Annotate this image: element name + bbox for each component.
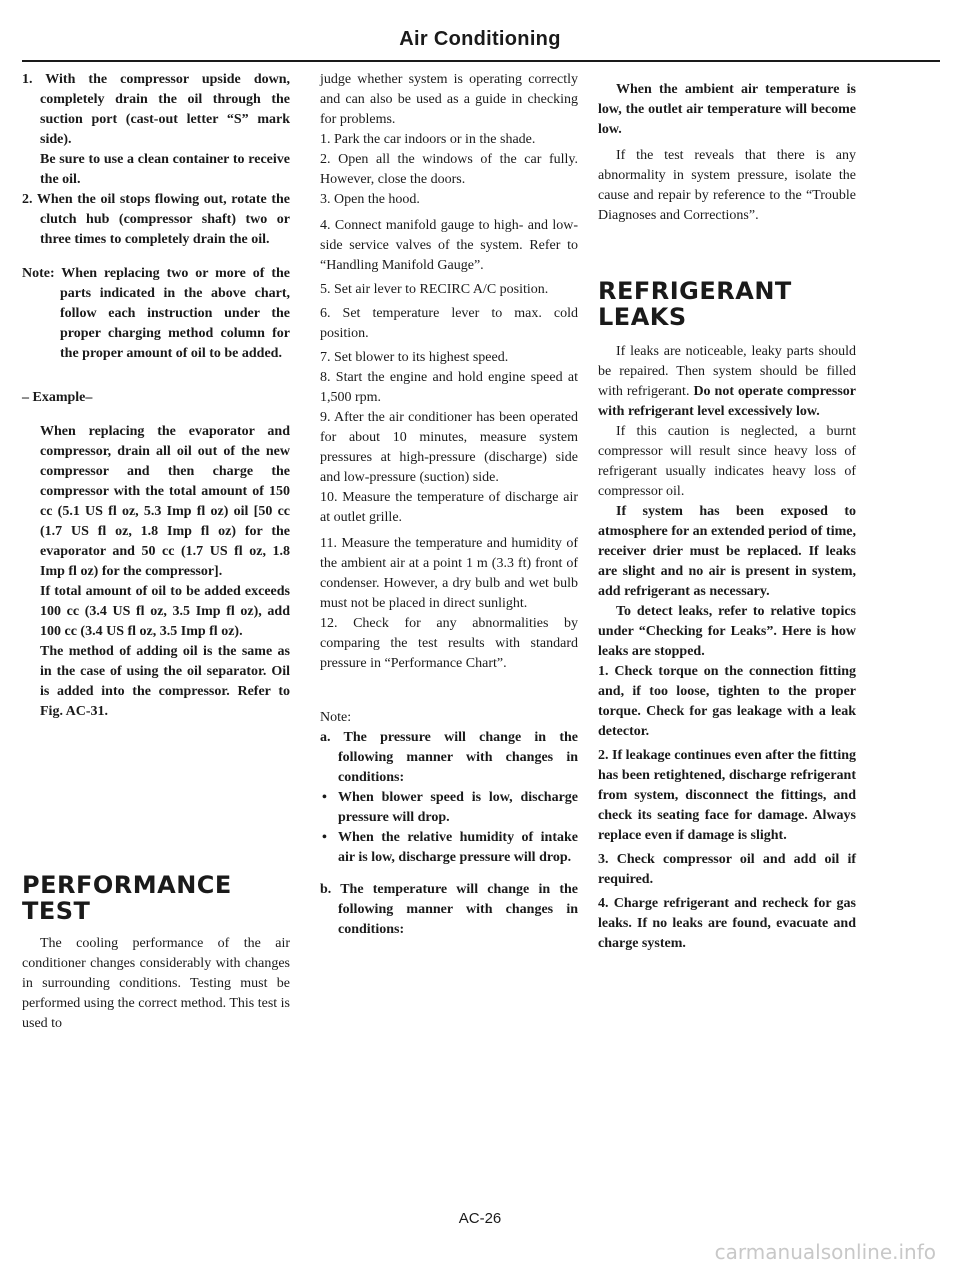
instruction-step-1: 1. With the compressor upside down, completely drain the oil through the suction port (cast-out letter “S” mark side). xyxy=(22,72,290,147)
section-heading-performance-test: PERFORMANCE TEST xyxy=(22,871,232,925)
note-item-a: a. The pressure will change in the following manner with changes in conditions: xyxy=(320,730,578,785)
section-heading-line-2: LEAKS xyxy=(598,303,687,331)
column-1 xyxy=(22,70,290,1034)
test-step: 2. Open all the windows of the car fully. However, close the doors. xyxy=(320,152,578,187)
leak-step: 4. Charge refrigerant and recheck for gas leaks. If no leaks are found, evacuate and charge system. xyxy=(598,896,856,951)
note-label: Note: xyxy=(320,710,352,725)
test-step: 8. Start the engine and hold engine speed at 1,500 rpm. xyxy=(320,370,578,405)
example-paragraph-3: The method of adding oil is the same as in the case of using the oil separator. Oil is added into the compressor. Refer to Fig. AC-31. xyxy=(40,644,290,719)
leak-step: 3. Check compressor oil and add oil if required. xyxy=(598,852,856,887)
note-bullet: • When blower speed is low, discharge pressure will drop. xyxy=(320,788,578,828)
instruction-step-2: 2. When the oil stops flowing out, rotate the clutch hub (compressor shaft) two or three times to completely drain the oil. xyxy=(22,192,290,247)
leak-steps-list xyxy=(598,662,856,954)
test-step: 9. After the air conditioner has been operated for about 10 minutes, measure system pressures at high-pressure (discharge) side and low-pressure (suction) side. xyxy=(320,410,578,485)
test-step: 12. Check for any abnormalities by comparing the test results with standard pressure in “Performance Chart”. xyxy=(320,616,578,671)
test-step: 1. Park the car indoors or in the shade. xyxy=(320,132,536,147)
section-heading-line-1: REFRIGERANT xyxy=(598,277,792,305)
instruction-step-1-caution: Be sure to use a clean container to receive the oil. xyxy=(40,152,290,187)
performance-intro-continued: judge whether system is operating correctly and can also be used as a guide in checking for problems. xyxy=(320,72,578,127)
note-item-b: b. The temperature will change in the following manner with changes in conditions: xyxy=(320,882,578,937)
leak-step: 2. If leakage continues even after the fitting has been retightened, discharge refrigerant from system, disconnect the fittings, and check its seating face for damage. Always replace even if damage is slight. xyxy=(598,748,856,843)
note-paragraph: Note: When replacing two or more of the parts indicated in the above chart, follow each instruction under the proper charging method column for the proper amount of oil to be added. xyxy=(22,266,290,361)
test-step: 7. Set blower to its highest speed. xyxy=(320,350,509,365)
leaks-paragraph-1 xyxy=(598,342,856,422)
test-steps-list xyxy=(320,130,578,674)
page-number: AC-26 xyxy=(458,1210,502,1227)
leaks-paragraph-1-text: If leaks are noticeable, leaky parts should be repaired. Then system should be filled with refrigerant. xyxy=(598,344,856,399)
abnormality-paragraph: If the test reveals that there is any abnormality in system pressure, isolate the cause and repair by reference to the “Trouble Diagnoses and Corrections”. xyxy=(598,148,856,223)
leak-step: 1. Check torque on the connection fitting and, if too loose, tighten to the proper torque. Check for gas leakage with a leak detector. xyxy=(598,664,856,739)
example-paragraph-2: If total amount of oil to be added exceeds 100 cc (3.4 US fl oz, 3.5 Imp fl oz), add 100 cc (3.4 US fl oz, 3.5 Imp fl oz). xyxy=(40,584,290,639)
leaks-warning: Do not operate compressor with refrigerant level excessively low. xyxy=(598,384,856,419)
test-step: 10. Measure the temperature of discharge air at outlet grille. xyxy=(320,490,578,525)
note-bullet: • When the relative humidity of intake air is low, discharge pressure will drop. xyxy=(320,828,578,868)
example-label: – Example– xyxy=(22,390,93,405)
test-step: 4. Connect manifold gauge to high- and low-side service valves of the system. Refer to “Handling Manifold Gauge”. xyxy=(320,218,578,273)
test-step: 5. Set air lever to RECIRC A/C position. xyxy=(320,282,549,297)
header-rule xyxy=(22,60,940,62)
page-header-title: Air Conditioning xyxy=(399,28,561,50)
leaks-paragraph-3: If system has been exposed to atmosphere for an extended period of time, receiver drier must be replaced. If leaks are slight and no air is present in system, add refrigerant as necessary. xyxy=(598,504,856,599)
example-paragraph-1: When replacing the evaporator and compressor, drain all oil out of the new compressor and then charge the compressor with the total amount of 150 cc (5.1 US fl oz, 5.3 Imp fl oz) oil [50 cc (1.7 US fl oz, 1.8 Imp fl oz) for the evaporator and 50 cc (1.7 US fl oz, 1.8 Imp fl oz) for the compressor]. xyxy=(40,424,290,579)
test-step: 3. Open the hood. xyxy=(320,192,420,207)
test-step: 11. Measure the temperature and humidity of the ambient air at a point 1 m (3.3 ft) front of condenser. However, a dry bulb and wet bulb must not be placed in direct sunlight. xyxy=(320,536,578,611)
column-3 xyxy=(598,70,856,954)
performance-intro: The cooling performance of the air conditioner changes considerably with changes in surrounding conditions. Testing must be performed using the correct method. This test is used to xyxy=(22,936,291,1031)
test-step: 6. Set temperature lever to max. cold position. xyxy=(320,306,578,341)
ambient-temperature-note: When the ambient air temperature is low, the outlet air temperature will become low. xyxy=(598,82,856,137)
section-heading-refrigerant-leaks xyxy=(598,278,856,330)
column-2 xyxy=(320,70,578,940)
leaks-paragraph-2: If this caution is neglected, a burnt compressor will result since heavy loss of refrigerant usually indicates heavy loss of compressor oil. xyxy=(598,424,856,499)
leaks-paragraph-4: To detect leaks, refer to relative topics under “Checking for Leaks”. Here is how leaks are stopped. xyxy=(598,604,856,659)
watermark: carmanualsonline.info xyxy=(714,1240,936,1264)
